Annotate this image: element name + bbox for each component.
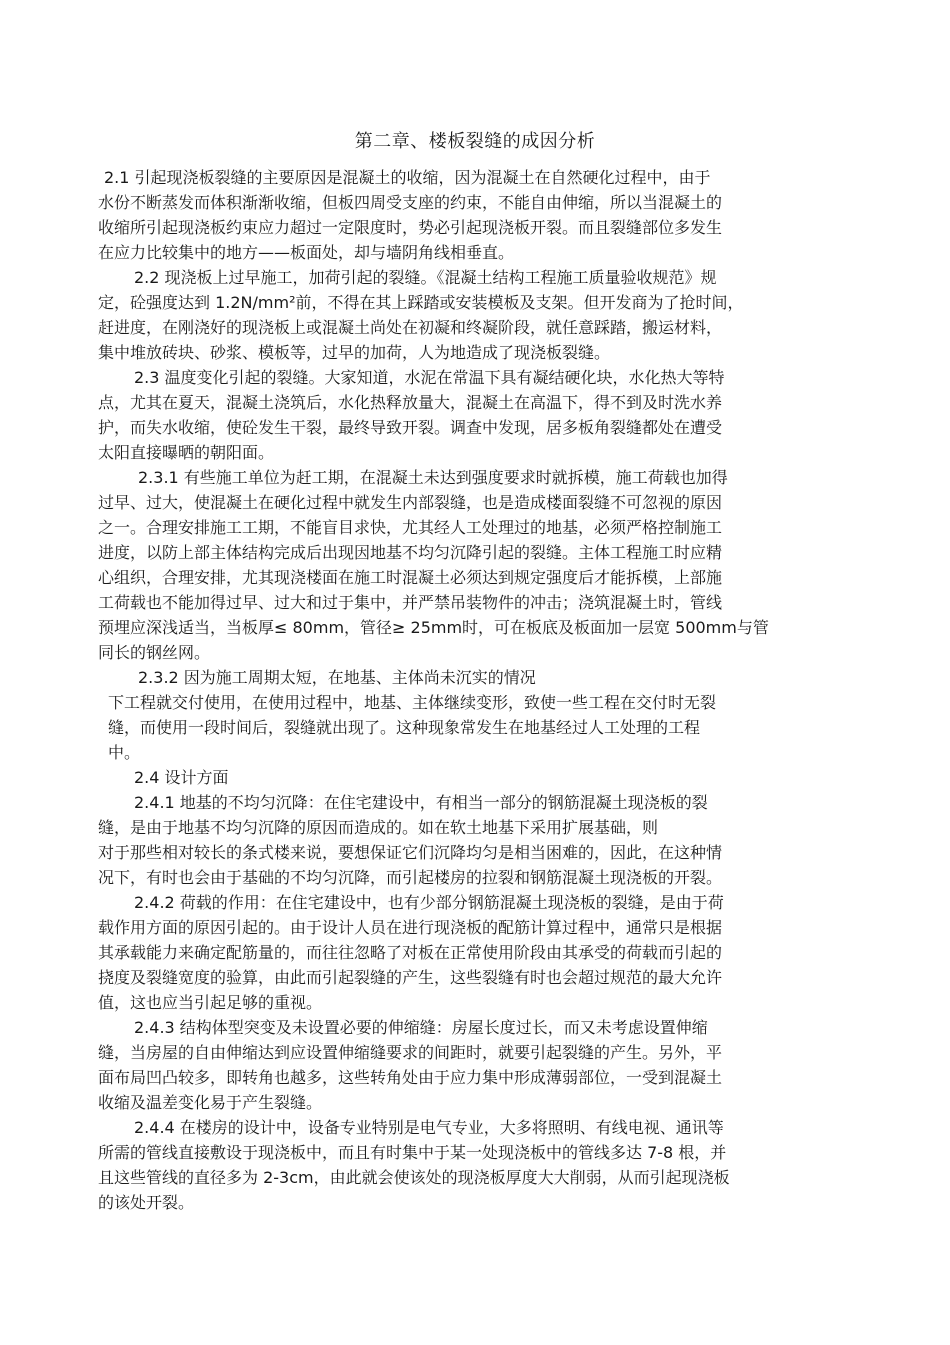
text-line: 2.4.3 结构体型突变及未设置必要的伸缩缝：房屋长度过长，而又未考虑设置伸缩	[134, 1018, 708, 1037]
text-line: 过早、过大，使混凝土在硬化过程中就发生内部裂缝，也是造成楼面裂缝不可忽视的原因	[98, 493, 723, 512]
text-line: 收缩所引起现浇板约束应力超过一定限度时，势必引起现浇板开裂。而且裂缝部位多发生	[98, 218, 723, 237]
text-line: 2.3 温度变化引起的裂缝。大家知道，水泥在常温下具有凝结硬化块，水化热大等特	[134, 368, 725, 387]
text-line: 载作用方面的原因引起的。由于设计人员在进行现浇板的配筋计算过程中，通常只是根据	[98, 918, 723, 937]
text-line: 2.4.1 地基的不均匀沉降：在住宅建设中，有相当一部分的钢筋混凝土现浇板的裂	[134, 793, 708, 812]
text-line: 之一。合理安排施工工期，不能盲目求快，尤其经人工处理过的地基，必须严格控制施工	[98, 518, 723, 537]
text-line: 其承载能力来确定配筋量的，而往往忽略了对板在正常使用阶段由其承受的荷载而引起的	[98, 943, 723, 962]
text-line: 面布局凹凸较多，即转角也越多，这些转角处由于应力集中形成薄弱部位，一受到混凝土	[98, 1068, 723, 1087]
text-line: 对于那些相对较长的条式楼来说，要想保证它们沉降均匀是相当困难的，因此，在这种情	[98, 843, 723, 862]
text-line: 水份不断蒸发而体积渐渐收缩，但板四周受支座的约束，不能自由伸缩，所以当混凝土的	[98, 193, 723, 212]
text-line: 心组织，合理安排，尤其现浇楼面在施工时混凝土必须达到规定强度后才能拆模，上部施	[98, 568, 723, 587]
text-line: 且这些管线的直径多为 2-3cm，由此就会使该处的现浇板厚度大大削弱，从而引起现浇板	[98, 1168, 730, 1187]
text-line: 点，尤其在夏天，混凝土浇筑后，水化热释放量大，混凝土在高温下，得不到及时洗水养	[98, 393, 723, 412]
text-line: 集中堆放砖块、砂浆、模板等，过早的加荷，人为地造成了现浇板裂缝。	[98, 343, 611, 362]
text-line: 缝，是由于地基不均匀沉降的原因而造成的。如在软土地基下采用扩展基础，则	[98, 818, 659, 837]
text-line: 2.4.4 在楼房的设计中，设备专业特别是电气专业，大多将照明、有线电视、通讯等	[134, 1118, 724, 1137]
text-line: 预埋应深浅适当，当板厚≤ 80mm，管径≥ 25mm时，可在板底及板面加一层宽 500mm与管	[98, 618, 769, 637]
text-line: 收缩及温差变化易于产生裂缝。	[98, 1093, 323, 1112]
page-title: 第二章、楼板裂缝的成因分析	[354, 131, 596, 152]
text-line: 护，而失水收缩，使砼发生干裂，最终导致开裂。调查中发现，居多板角裂缝都处在遭受	[98, 418, 723, 437]
text-line: 定，砼强度达到 1.2N/mm²前，不得在其上踩踏或安装模板及支架。但开发商为了抢时间，	[98, 293, 744, 312]
text-line: 2.3.2 因为施工周期太短，在地基、主体尚未沉实的情况	[138, 668, 536, 687]
text-line: 缝，而使用一段时间后，裂缝就出现了。这种现象常发生在地基经过人工处理的工程	[108, 718, 701, 737]
text-line: 同长的钢丝网。	[98, 643, 211, 662]
text-line: 值，这也应当引起足够的重视。	[98, 993, 323, 1012]
section-heading: 2.4 设计方面	[134, 768, 229, 787]
text-line: 进度，以防上部主体结构完成后出现因地基不均匀沉降引起的裂缝。主体工程施工时应精	[98, 543, 723, 562]
text-line: 赶进度，在刚浇好的现浇板上或混凝土尚处在初凝和终凝阶段，就任意踩踏，搬运材料，	[98, 318, 723, 337]
text-line: 2.2 现浇板上过早施工，加荷引起的裂缝。《混凝土结构工程施工质量验收规范》规	[134, 268, 717, 287]
text-line: 所需的管线直接敷设于现浇板中，而且有时集中于某一处现浇板中的管线多达 7-8 根，并	[98, 1143, 727, 1162]
text-line: 挠度及裂缝宽度的验算，由此而引起裂缝的产生，这些裂缝有时也会超过规范的最大允许	[98, 968, 723, 987]
text-line: 工荷载也不能加得过早、过大和过于集中，并严禁吊装物件的冲击；浇筑混凝土时，管线	[98, 593, 723, 612]
text-line: 2.4.2 荷载的作用：在住宅建设中，也有少部分钢筋混凝土现浇板的裂缝，是由于荷	[134, 893, 724, 912]
text-line: 况下，有时也会由于基础的不均匀沉降，而引起楼房的拉裂和钢筋混凝土现浇板的开裂。	[98, 868, 723, 887]
text-line: 缝，当房屋的自由伸缩达到应设置伸缩缝要求的间距时，就要引起裂缝的产生。另外，平	[98, 1043, 723, 1062]
text-line: 在应力比较集中的地方——板面处，却与墙阴角线相垂直。	[98, 243, 515, 262]
text-line: 2.1 引起现浇板裂缝的主要原因是混凝土的收缩，因为混凝土在自然硬化过程中，由于	[104, 168, 711, 187]
text-line: 下工程就交付使用，在使用过程中，地基、主体继续变形，致使一些工程在交付时无裂	[108, 693, 717, 712]
text-line: 太阳直接曝晒的朝阳面。	[98, 443, 275, 462]
text-line: 的该处开裂。	[98, 1193, 195, 1212]
text-line: 中。	[108, 743, 141, 762]
text-line: 2.3.1 有些施工单位为赶工期，在混凝土未达到强度要求时就拆模，施工荷载也加得	[138, 468, 728, 487]
